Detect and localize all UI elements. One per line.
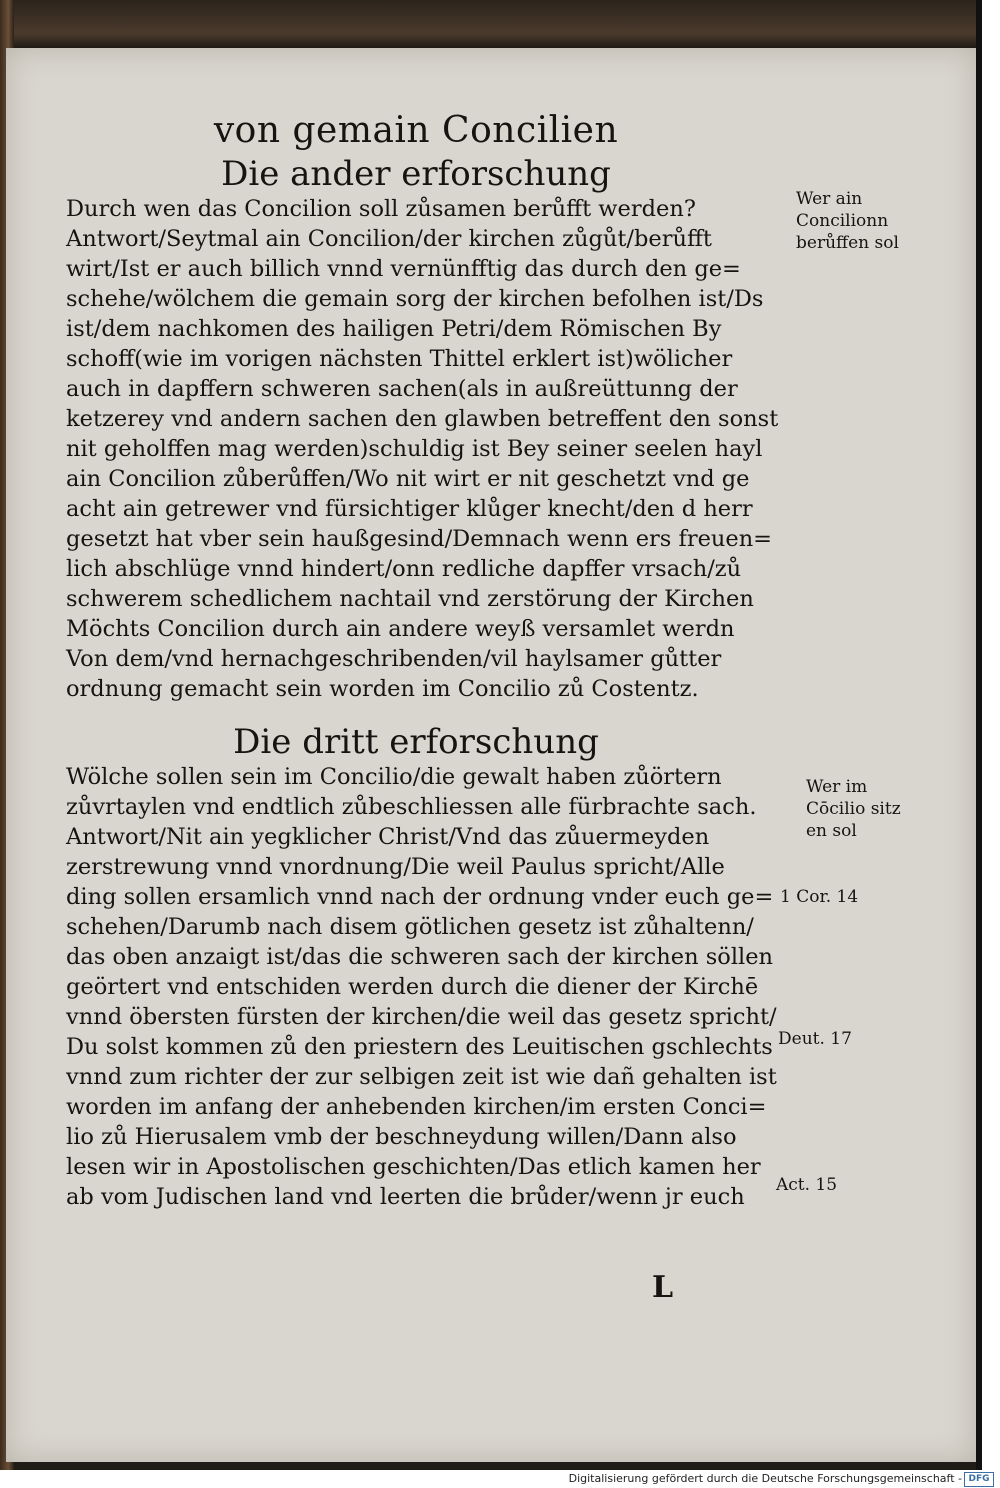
marginal-note-line: Wer ain — [796, 189, 863, 209]
text-line: Durch wen das Concilion soll zůsamen berůfft werden? — [66, 196, 696, 222]
text-line: lich abschlüge vnnd hindert/onn redliche dapffer vrsach/zů — [66, 556, 742, 582]
text-line: lio zů Hierusalem vmb der beschneydung willen/Dann also — [66, 1124, 737, 1150]
text-line: ordnung gemacht sein worden im Concilio zů Costentz. — [66, 676, 699, 702]
marginal-note-line: Act. 15 — [776, 1175, 838, 1195]
marginal-note-line: Cōcilio sitz — [806, 799, 901, 819]
marginal-note-line: berůffen sol — [796, 233, 899, 253]
text-line: geörtert vnd entschiden werden durch die diener der Kirchē — [66, 974, 759, 1000]
text-line: ketzerey vnd andern sachen den glawben betreffent den sonst — [66, 406, 779, 432]
text-line: gesetzt hat vber sein haußgesind/Demnach wenn ers freuen= — [66, 526, 773, 552]
section-heading: Die dritt erforschung — [233, 722, 599, 762]
marginal-note — [780, 886, 858, 908]
page-leaf — [6, 48, 976, 1462]
running-head: von gemain Concilien — [213, 110, 619, 151]
text-line: worden im anfang der anhebenden kirchen/im ersten Conci= — [66, 1094, 767, 1120]
book-top-edge — [0, 0, 982, 48]
marginal-note — [776, 1174, 837, 1196]
scan-right-edge — [976, 0, 982, 1470]
text-line: auch in dapffern schweren sachen(als in außreüttunng der — [66, 376, 738, 402]
text-line: schoff(wie im vorigen nächsten Thittel erklert ist)wölicher — [66, 346, 733, 372]
section-heading: Die ander erforschung — [221, 154, 611, 194]
marginal-note-line: Wer im — [806, 777, 868, 797]
text-line: Antwort/Seytmal ain Concilion/der kirchen zůgůt/berůfft — [66, 226, 712, 252]
text-line: Wölche sollen sein im Concilio/die gewalt haben zůörtern — [66, 764, 722, 790]
marginal-note — [796, 188, 899, 254]
text-line: Antwort/Nit ain yegklicher Christ/Vnd das zůuermeyden — [66, 824, 710, 850]
text-line: lesen wir in Apostolischen geschichten/Das etlich kamen her — [66, 1154, 761, 1180]
text-line: ab vom Judischen land vnd leerten die brůder/wenn jr euch — [66, 1184, 745, 1210]
text-line: Du solst kommen zů den priestern des Leuitischen gschlechts — [66, 1034, 773, 1060]
text-line: acht ain getrewer vnd fürsichtiger klůger knecht/den d herr — [66, 496, 753, 522]
text-line: ain Concilion zůberůffen/Wo nit wirt er nit geschetzt vnd ge — [66, 466, 750, 492]
text-line: zůvrtaylen vnd endtlich zůbeschliessen alle fürbrachte sach. — [66, 794, 757, 820]
text-line: vnnd öbersten fürsten der kirchen/die weil das gesetz spricht/ — [66, 1004, 777, 1030]
text-line: das oben anzaigt ist/das die schweren sach der kirchen söllen — [66, 944, 774, 970]
marginal-note — [778, 1028, 852, 1050]
marginal-note-line: Concilionn — [796, 211, 889, 231]
digitization-footer — [0, 1470, 1000, 1488]
text-line: schehen/Darumb nach disem götlichen gesetz ist zůhaltenn/ — [66, 914, 754, 940]
text-line: vnnd zum richter der zur selbigen zeit ist wie dañ gehalten ist — [66, 1064, 777, 1090]
marginal-note — [806, 776, 901, 842]
text-line: Möchts Concilion durch ain andere weyß versamlet werdn — [66, 616, 735, 642]
text-line: wirt/Ist er auch billich vnnd vernünfftig das durch den ge= — [66, 256, 741, 282]
marginal-note-line: en sol — [806, 821, 857, 841]
dfg-logo: DFG — [964, 1472, 994, 1487]
signature-mark: L — [652, 1270, 674, 1305]
text-line: ding sollen ersamlich vnnd nach der ordnung vnder euch ge= — [66, 884, 774, 910]
footer-credit: Digitalisierung gefördert durch die Deutsche Forschungsgemeinschaft - — [568, 1472, 962, 1485]
text-line: zerstrewung vnnd vnordnung/Die weil Paulus spricht/Alle — [66, 854, 725, 880]
text-line: Von dem/vnd hernachgeschribenden/vil haylsamer gůtter — [66, 646, 722, 672]
text-line: schehe/wölchem die gemain sorg der kirchen befolhen ist/Ds — [66, 286, 764, 312]
text-line: nit geholffen mag werden)schuldig ist Bey seiner seelen hayl — [66, 436, 763, 462]
text-line: schwerem schedlichem nachtail vnd zerstörung der Kirchen — [66, 586, 754, 612]
marginal-note-line: Deut. 17 — [778, 1029, 852, 1049]
marginal-note-line: 1 Cor. 14 — [780, 887, 859, 907]
text-line: ist/dem nachkomen des hailigen Petri/dem Römischen By — [66, 316, 722, 342]
